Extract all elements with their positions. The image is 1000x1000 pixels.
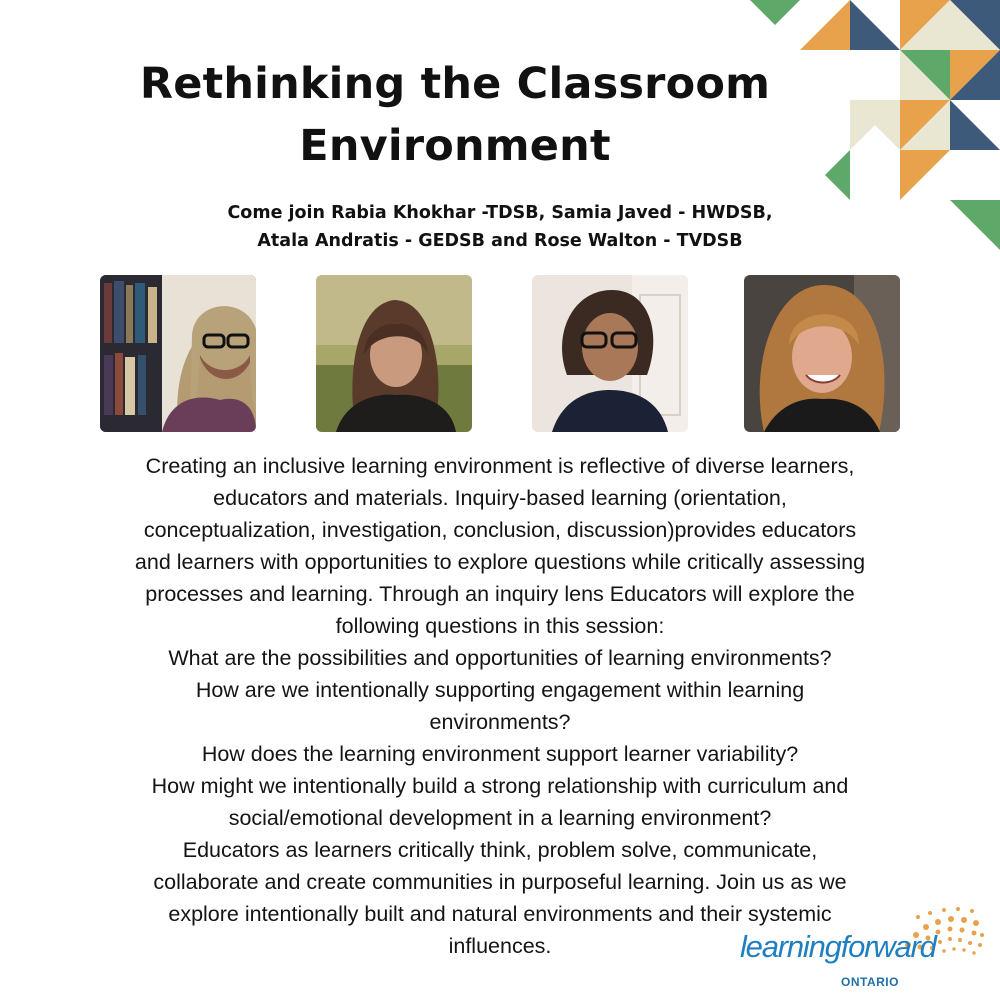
page-title xyxy=(120,53,790,177)
presenter-photo-4 xyxy=(744,275,900,432)
intro-line: and learners with opportunities to explore questions while critically assessing xyxy=(134,550,866,574)
title-line-1: Rethinking the Classroom xyxy=(139,59,771,109)
presenter-photo-3 xyxy=(532,275,688,432)
closing-line: influences. xyxy=(448,934,552,958)
question-line: How are we intentionally supporting engagement within learning xyxy=(195,678,805,702)
presenters-list xyxy=(150,199,850,255)
logo-wordmark: learningforward xyxy=(740,929,936,964)
intro-line: conceptualization, investigation, conclusion, discussion)provides educators xyxy=(143,518,857,542)
intro-line: Creating an inclusive learning environment is reflective of diverse learners, xyxy=(145,454,855,478)
presenter-photo-1 xyxy=(100,275,256,432)
intro-line: processes and learning. Through an inquiry lens Educators will explore the xyxy=(145,582,855,606)
intro-line: educators and materials. Inquiry-based learning (orientation, xyxy=(213,486,787,510)
closing-line: Educators as learners critically think, problem solve, communicate, xyxy=(182,838,818,862)
question-line: environments? xyxy=(429,710,571,734)
question-line: How might we intentionally build a strong relationship with curriculum and xyxy=(151,774,849,798)
question-line: What are the possibilities and opportunities of learning environments? xyxy=(168,646,832,670)
presenter-photos xyxy=(0,275,1000,432)
closing-line: collaborate and create communities in purposeful learning. Join us as we xyxy=(153,870,847,894)
presenters-line-2: Atala Andratis - GEDSB and Rose Walton - TVDSB xyxy=(257,231,743,251)
closing-line: explore intentionally built and natural environments and their systemic xyxy=(168,902,832,926)
question-line: social/emotional development in a learning environment? xyxy=(228,806,772,830)
session-description xyxy=(90,450,910,962)
title-line-2: Environment xyxy=(299,121,611,171)
intro-line: following questions in this session: xyxy=(335,614,665,638)
question-line: How does the learning environment support learner variability? xyxy=(201,742,799,766)
logo-subtitle: ONTARIO xyxy=(841,975,899,989)
presenter-photo-2 xyxy=(316,275,472,432)
learningforward-logo xyxy=(738,905,988,995)
presenters-line-1: Come join Rabia Khokhar -TDSB, Samia Javed - HWDSB, xyxy=(227,203,773,223)
